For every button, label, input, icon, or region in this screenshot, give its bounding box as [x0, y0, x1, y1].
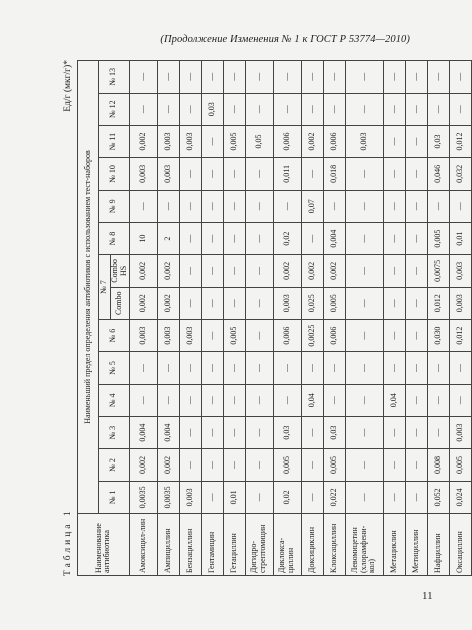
table-cell: —: [273, 93, 301, 125]
table-cell: —: [223, 61, 245, 94]
table-cell: 0,024: [449, 481, 471, 513]
table-cell: —: [223, 287, 245, 319]
table-cell: —: [301, 93, 323, 125]
table-cell: —: [201, 352, 223, 384]
table-cell: —: [383, 319, 405, 351]
column-header: № 1: [99, 481, 130, 513]
table-row: [345, 61, 383, 576]
table-cell: 0,004: [157, 416, 179, 448]
table-cell: 0,002: [157, 449, 179, 481]
table-cell: 0,003: [179, 125, 201, 157]
table-cell: —: [345, 93, 383, 125]
table-cell: 0,0035: [129, 481, 157, 513]
table-cell: —: [179, 287, 201, 319]
table-cell: —: [427, 190, 449, 222]
table-cell: 0,003: [449, 287, 471, 319]
column-header: № 12: [99, 93, 130, 125]
table-cell: —: [201, 61, 223, 94]
table-cell: 10: [129, 222, 157, 254]
table-cell: 0,006: [323, 319, 345, 351]
column-header: № 4: [99, 384, 130, 416]
table-cell: —: [223, 416, 245, 448]
table-cell: —: [201, 222, 223, 254]
table-cell: —: [345, 255, 383, 287]
table-cell: —: [449, 352, 471, 384]
column-header: № 10: [99, 158, 130, 190]
table-cell: 0,003: [129, 319, 157, 351]
table-row: [129, 61, 157, 576]
table-units: Ед/г (мкг/г)*: [63, 60, 73, 112]
table-row: [273, 61, 301, 576]
table-cell: —: [223, 352, 245, 384]
table-cell: —: [405, 384, 427, 416]
table-cell: 0,03: [427, 125, 449, 157]
table-cell: —: [405, 93, 427, 125]
table-cell: —: [179, 93, 201, 125]
table-cell: —: [223, 93, 245, 125]
table-cell: 0,002: [157, 255, 179, 287]
table-cell: —: [405, 319, 427, 351]
antibiotic-name: Бензациллин: [179, 514, 201, 576]
table-cell: —: [345, 384, 383, 416]
table-cell: 0,002: [273, 255, 301, 287]
antibiotic-name: Диклокса-циллин: [273, 514, 301, 576]
table-cell: —: [449, 93, 471, 125]
column-header: № 5: [99, 352, 130, 384]
table-cell: 0,018: [323, 158, 345, 190]
table-cell: —: [201, 449, 223, 481]
table-cell: —: [157, 93, 179, 125]
table-cell: —: [301, 222, 323, 254]
table-cell: —: [273, 384, 301, 416]
table-cell: —: [449, 190, 471, 222]
antibiotic-limits-table: [77, 60, 472, 576]
table-cell: 0,005: [273, 449, 301, 481]
table-cell: 0,04: [301, 384, 323, 416]
column-header: № 2: [99, 449, 130, 481]
table-cell: —: [301, 61, 323, 94]
table-cell: —: [245, 287, 273, 319]
table-cell: 0,003: [129, 158, 157, 190]
table-cell: 0,0075: [427, 255, 449, 287]
table-cell: —: [323, 190, 345, 222]
column-header-group-7: № 7: [99, 255, 111, 320]
column-header-name: Наименование антибиотика: [78, 514, 130, 576]
table-cell: 0,002: [129, 449, 157, 481]
table-cell: 0,002: [157, 287, 179, 319]
antibiotic-name: Оксациллин: [449, 514, 471, 576]
table-row: [157, 61, 179, 576]
table-cell: —: [449, 61, 471, 94]
table-cell: —: [427, 352, 449, 384]
table-cell: —: [383, 222, 405, 254]
table-cell: 0,02: [273, 481, 301, 513]
column-header: Combo: [111, 287, 130, 319]
table-cell: —: [405, 61, 427, 94]
table-cell: —: [323, 93, 345, 125]
table-caption-title: Таблица 1: [63, 508, 73, 576]
table-cell: —: [383, 190, 405, 222]
rotated-table-block: [63, 60, 464, 576]
table-cell: —: [179, 190, 201, 222]
table-cell: —: [201, 287, 223, 319]
table-cell: 0,012: [449, 319, 471, 351]
table-cell: —: [405, 287, 427, 319]
antibiotic-name: Метациклин: [383, 514, 405, 576]
table-cell: —: [223, 158, 245, 190]
column-header: № 8: [99, 222, 130, 254]
table-cell: —: [405, 352, 427, 384]
table-cell: —: [223, 190, 245, 222]
antibiotic-name: Доксициклин: [301, 514, 323, 576]
table-cell: —: [345, 352, 383, 384]
table-cell: —: [345, 481, 383, 513]
table-cell: —: [245, 61, 273, 94]
table-cell: —: [449, 384, 471, 416]
table-cell: 0,012: [449, 125, 471, 157]
table-cell: —: [273, 190, 301, 222]
table-cell: 0,002: [129, 125, 157, 157]
table-cell: —: [245, 190, 273, 222]
table-cell: 0,003: [157, 158, 179, 190]
table-cell: —: [179, 416, 201, 448]
table-cell: 0,003: [157, 319, 179, 351]
table-cell: 0,002: [323, 255, 345, 287]
table-cell: —: [405, 125, 427, 157]
table-row: [223, 61, 245, 576]
table-cell: 0,025: [301, 287, 323, 319]
antibiotic-name: Гетациллин: [223, 514, 245, 576]
table-cell: —: [383, 352, 405, 384]
column-group-header: Наименьший предел определения антибиотиков с использованием тест-наборов: [78, 61, 99, 514]
table-cell: —: [179, 384, 201, 416]
table-cell: —: [301, 449, 323, 481]
table-cell: —: [323, 61, 345, 94]
table-cell: —: [273, 61, 301, 94]
table-cell: —: [201, 158, 223, 190]
page-number: 11: [422, 590, 433, 602]
table-cell: —: [273, 352, 301, 384]
table-cell: 0,006: [323, 125, 345, 157]
table-cell: 0,02: [273, 222, 301, 254]
antibiotic-name: Дигидро-стрептомицин: [245, 514, 273, 576]
table-cell: —: [201, 416, 223, 448]
table-cell: —: [245, 384, 273, 416]
table-cell: —: [427, 416, 449, 448]
table-row: [449, 61, 471, 576]
table-cell: —: [245, 319, 273, 351]
table-cell: —: [179, 61, 201, 94]
table-cell: 0,01: [223, 481, 245, 513]
column-header: № 3: [99, 416, 130, 448]
table-cell: 0,003: [157, 125, 179, 157]
table-cell: —: [301, 416, 323, 448]
table-cell: 0,0025: [301, 319, 323, 351]
table-cell: 0,002: [301, 255, 323, 287]
table-cell: 0,003: [449, 255, 471, 287]
table-cell: 0,030: [427, 319, 449, 351]
table-row: [405, 61, 427, 576]
document-header: (Продолжение Изменения № 1 к ГОСТ Р 53774—2010): [160, 34, 410, 45]
table-cell: 0,011: [273, 158, 301, 190]
table-row: [245, 61, 273, 576]
table-header-row: [78, 61, 99, 576]
table-cell: —: [179, 352, 201, 384]
table-cell: —: [129, 352, 157, 384]
table-cell: —: [345, 449, 383, 481]
table-body: [129, 61, 471, 576]
table-cell: 0,032: [449, 158, 471, 190]
table-cell: 0,01: [449, 222, 471, 254]
table-cell: —: [383, 449, 405, 481]
table-cell: —: [301, 158, 323, 190]
table-cell: —: [201, 481, 223, 513]
table-cell: —: [245, 352, 273, 384]
table-cell: —: [129, 61, 157, 94]
table-cell: 0,003: [449, 416, 471, 448]
table-cell: —: [179, 255, 201, 287]
table-cell: —: [201, 190, 223, 222]
table-cell: —: [383, 93, 405, 125]
column-header: № 6: [99, 319, 130, 351]
table-cell: —: [427, 384, 449, 416]
table-cell: —: [405, 481, 427, 513]
table-cell: —: [129, 190, 157, 222]
table-cell: —: [405, 416, 427, 448]
table-cell: 0,0035: [157, 481, 179, 513]
table-cell: 0,005: [323, 449, 345, 481]
table-cell: —: [383, 158, 405, 190]
table-cell: —: [301, 481, 323, 513]
table-cell: —: [383, 481, 405, 513]
table-cell: 0,04: [383, 384, 405, 416]
table-cell: 0,005: [223, 319, 245, 351]
table-cell: —: [245, 93, 273, 125]
table-cell: 0,005: [223, 125, 245, 157]
table-row: [427, 61, 449, 576]
table-cell: —: [405, 222, 427, 254]
antibiotic-name: Нафциллин: [427, 514, 449, 576]
table-cell: —: [345, 416, 383, 448]
table-cell: 0,05: [245, 125, 273, 157]
table-row: [383, 61, 405, 576]
table-cell: —: [345, 190, 383, 222]
table-cell: —: [179, 449, 201, 481]
table-cell: —: [427, 93, 449, 125]
antibiotic-name: Левомицетин (хлорамфени-кол): [345, 514, 383, 576]
table-cell: 0,004: [129, 416, 157, 448]
table-cell: —: [129, 93, 157, 125]
table-cell: —: [157, 352, 179, 384]
table-cell: —: [345, 319, 383, 351]
table-caption: [63, 60, 77, 576]
table-row: [201, 61, 223, 576]
table-cell: —: [245, 481, 273, 513]
table-cell: —: [223, 384, 245, 416]
table-cell: —: [405, 449, 427, 481]
table-cell: 0,022: [323, 481, 345, 513]
antibiotic-name: Метициллин: [405, 514, 427, 576]
table-cell: 0,004: [323, 222, 345, 254]
table-cell: 0,052: [427, 481, 449, 513]
table-cell: —: [383, 416, 405, 448]
table-cell: —: [201, 319, 223, 351]
table-cell: 0,008: [427, 449, 449, 481]
table-cell: —: [245, 158, 273, 190]
table-cell: —: [383, 255, 405, 287]
table-cell: 0,002: [301, 125, 323, 157]
antibiotic-name: Ампициллин: [157, 514, 179, 576]
table-cell: —: [223, 255, 245, 287]
table-cell: 0,005: [449, 449, 471, 481]
antibiotic-name: Клоксациллин: [323, 514, 345, 576]
table-cell: —: [245, 416, 273, 448]
table-row: [301, 61, 323, 576]
table-cell: 2: [157, 222, 179, 254]
table-cell: —: [157, 384, 179, 416]
antibiotic-name: Гентамицин: [201, 514, 223, 576]
table-cell: —: [323, 384, 345, 416]
column-header: № 9: [99, 190, 130, 222]
table-row: [179, 61, 201, 576]
table-cell: —: [383, 287, 405, 319]
table-cell: —: [223, 222, 245, 254]
table-cell: 0,003: [273, 287, 301, 319]
table-cell: 0,003: [345, 125, 383, 157]
table-cell: —: [245, 449, 273, 481]
table-cell: —: [405, 158, 427, 190]
antibiotic-name: Амоксицил-лин: [129, 514, 157, 576]
table-cell: 0,03: [273, 416, 301, 448]
table-subheader-row: [99, 61, 111, 576]
table-cell: —: [345, 61, 383, 94]
table-cell: —: [201, 125, 223, 157]
table-row: [323, 61, 345, 576]
table-cell: 0,012: [427, 287, 449, 319]
table-cell: 0,003: [179, 319, 201, 351]
table-cell: 0,006: [273, 319, 301, 351]
table-cell: —: [427, 61, 449, 94]
table-cell: —: [301, 352, 323, 384]
table-cell: —: [345, 222, 383, 254]
table-cell: —: [405, 190, 427, 222]
table-cell: —: [179, 222, 201, 254]
table-cell: 0,003: [179, 481, 201, 513]
column-header: № 11: [99, 125, 130, 157]
table-cell: —: [129, 384, 157, 416]
table-cell: 0,07: [301, 190, 323, 222]
table-cell: —: [345, 158, 383, 190]
table-cell: —: [405, 255, 427, 287]
table-cell: 0,046: [427, 158, 449, 190]
table-cell: 0,005: [427, 222, 449, 254]
table-cell: 0,03: [323, 416, 345, 448]
table-cell: —: [157, 61, 179, 94]
table-cell: —: [179, 158, 201, 190]
table-cell: —: [201, 255, 223, 287]
table-cell: —: [245, 255, 273, 287]
table-cell: —: [383, 125, 405, 157]
table-cell: 0,002: [129, 287, 157, 319]
table-cell: 0,03: [201, 93, 223, 125]
table-cell: —: [345, 287, 383, 319]
table-cell: 0,005: [323, 287, 345, 319]
table-cell: —: [201, 384, 223, 416]
table-cell: —: [245, 222, 273, 254]
table-cell: 0,006: [273, 125, 301, 157]
table-cell: —: [223, 449, 245, 481]
table-cell: —: [383, 61, 405, 94]
table-cell: —: [323, 352, 345, 384]
column-header: Combo HS: [111, 255, 130, 287]
column-header: № 13: [99, 61, 130, 94]
table-cell: —: [157, 190, 179, 222]
table-cell: 0,002: [129, 255, 157, 287]
